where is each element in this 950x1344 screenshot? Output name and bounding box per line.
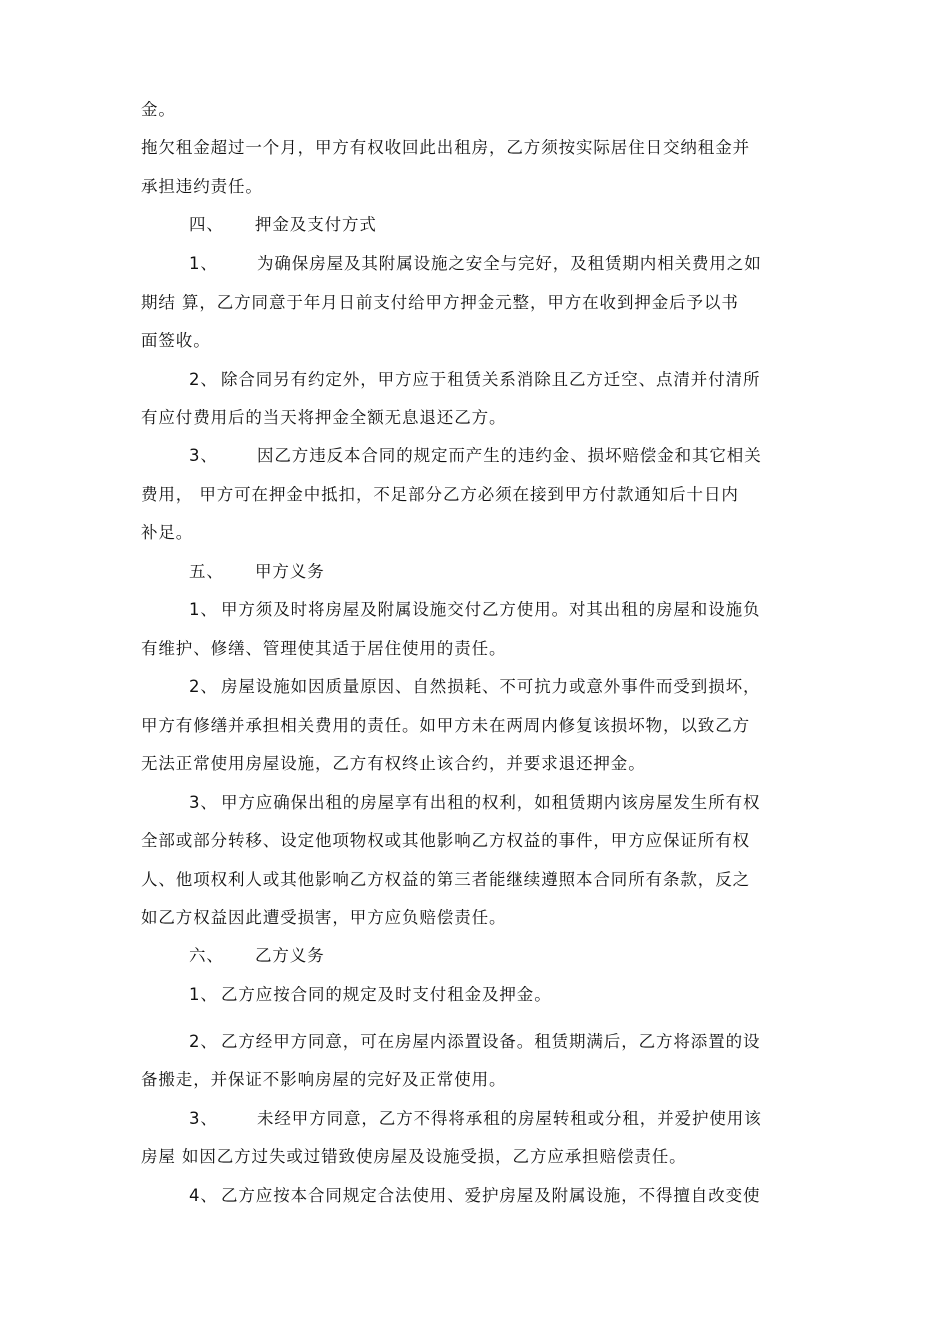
- clause-line: [189, 444, 762, 468]
- line-text: 房屋 如因乙方过失或过错致使房屋及设施受损，乙方应承担赔偿责任。: [141, 1147, 687, 1166]
- paragraph-line: [141, 1145, 687, 1169]
- section-title: 甲方义务: [255, 562, 325, 581]
- clause-text: 因乙方违反本合同的规定而产生的违约金、损坏赔偿金和其它相关: [257, 446, 762, 465]
- paragraph-line: [141, 906, 506, 930]
- clause-line: [189, 1030, 760, 1054]
- clause-number: 1、: [189, 600, 218, 619]
- paragraph-line: [141, 752, 646, 776]
- section-number: 四、: [189, 215, 224, 234]
- clause-number: 3、: [189, 1109, 218, 1128]
- clause-text: 房屋设施如因质量原因、自然损耗、不可抗力或意外事件而受到损坏，: [221, 677, 761, 696]
- clause-text: 为确保房屋及其附属设施之安全与完好，及租赁期内相关费用之如: [257, 254, 762, 273]
- clause-text: 甲方应确保出租的房屋享有出租的权利，如租赁期内该房屋发生所有权: [221, 793, 761, 812]
- section-title: 乙方义务: [255, 946, 325, 965]
- line-text: 有应付费用后的当天将押金全额无息退还乙方。: [141, 408, 507, 427]
- clause-line: [189, 252, 762, 276]
- clause-text: 未经甲方同意，乙方不得将承租的房屋转租或分租，并爱护使用该: [257, 1109, 762, 1128]
- line-text: 承担违约责任。: [141, 177, 263, 196]
- line-text: 全部或部分转移、设定他项物权或其他影响乙方权益的事件，甲方应保证所有权: [141, 831, 750, 850]
- clause-number: 3、: [189, 793, 218, 812]
- clause-line: [189, 598, 760, 622]
- section-heading: [189, 213, 377, 237]
- line-text: 有维护、修缮、管理使其适于居住使用的责任。: [141, 639, 507, 658]
- paragraph-line: [141, 291, 739, 315]
- clause-number: 2、: [189, 1032, 218, 1051]
- paragraph-line: [141, 829, 750, 853]
- clause-line: [189, 675, 760, 699]
- section-heading: [189, 560, 325, 584]
- clause-text: 甲方须及时将房屋及附属设施交付乙方使用。对其出租的房屋和设施负: [221, 600, 761, 619]
- section-title: 押金及支付方式: [255, 215, 377, 234]
- paragraph-line: [141, 175, 263, 199]
- paragraph-line: [141, 98, 176, 122]
- clause-text: 乙方经甲方同意，可在房屋内添置设备。租赁期满后，乙方将添置的设: [221, 1032, 761, 1051]
- paragraph-line: [141, 868, 750, 892]
- clause-number: 2、: [189, 677, 218, 696]
- paragraph-line: [141, 483, 739, 507]
- clause-number: 1、: [189, 254, 218, 273]
- clause-line: [189, 791, 760, 815]
- section-heading: [189, 944, 325, 968]
- clause-line: [189, 1184, 760, 1208]
- line-text: 甲方有修缮并承担相关费用的责任。如甲方未在两周内修复该损坏物，以致乙方: [141, 716, 750, 735]
- clause-line: [189, 1107, 762, 1131]
- paragraph-line: [141, 521, 193, 545]
- clause-number: 4、: [189, 1186, 218, 1205]
- clause-line: [189, 983, 552, 1007]
- line-text: 拖欠租金超过一个月，甲方有权收回此出租房，乙方须按实际居住日交纳租金并: [141, 138, 750, 157]
- line-text: 期结 算，乙方同意于年月日前支付给甲方押金元整，甲方在收到押金后予以书: [141, 293, 739, 312]
- line-text: 人、他项权利人或其他影响乙方权益的第三者能继续遵照本合同所有条款，反之: [141, 870, 750, 889]
- clause-text: 乙方应按本合同规定合法使用、爱护房屋及附属设施，不得擅自改变使: [221, 1186, 761, 1205]
- paragraph-line: [141, 136, 750, 160]
- line-text: 如乙方权益因此遭受损害，甲方应负赔偿责任。: [141, 908, 507, 927]
- clause-line: [189, 368, 760, 392]
- line-text: 无法正常使用房屋设施，乙方有权终止该合约，并要求退还押金。: [141, 754, 646, 773]
- line-text: 补足。: [141, 523, 194, 542]
- line-text: 金。: [141, 100, 176, 119]
- line-text: 备搬走，并保证不影响房屋的完好及正常使用。: [141, 1070, 507, 1089]
- clause-number: 3、: [189, 446, 218, 465]
- paragraph-line: [141, 714, 750, 738]
- clause-number: 2、: [189, 370, 218, 389]
- clause-number: 1、: [189, 985, 218, 1004]
- paragraph-line: [141, 1068, 506, 1092]
- section-number: 六、: [189, 946, 224, 965]
- line-text: 费用， 甲方可在押金中抵扣，不足部分乙方必须在接到甲方付款通知后十日内: [141, 485, 739, 504]
- paragraph-line: [141, 329, 211, 353]
- line-text: 面签收。: [141, 331, 211, 350]
- section-number: 五、: [189, 562, 224, 581]
- paragraph-line: [141, 406, 506, 430]
- clause-text: 除合同另有约定外，甲方应于租赁关系消除且乙方迁空、点清并付清所: [221, 370, 761, 389]
- paragraph-line: [141, 637, 506, 661]
- clause-text: 乙方应按合同的规定及时支付租金及押金。: [221, 985, 552, 1004]
